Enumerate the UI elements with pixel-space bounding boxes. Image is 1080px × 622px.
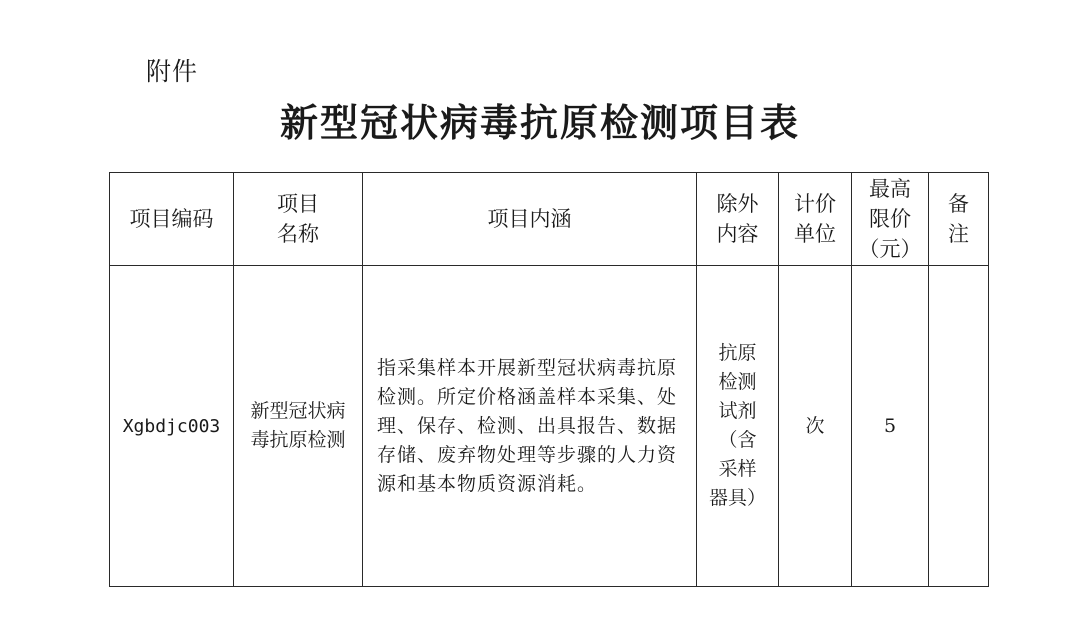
cell-name: 新型冠状病 毒抗原检测 [234,266,363,587]
header-remarks: 备 注 [929,173,989,266]
header-excluded: 除外 内容 [697,173,779,266]
cell-excluded: 抗原 检测 试剂 （含 采样 器具） [697,266,779,587]
cell-remarks [929,266,989,587]
header-name: 项目 名称 [234,173,363,266]
header-max-price: 最高 限价 （元） [852,173,929,266]
cell-max-price: 5 [852,266,929,587]
cell-unit: 次 [779,266,852,587]
project-table [109,172,989,587]
table-header-row [110,173,989,266]
header-code: 项目编码 [110,173,234,266]
table-row [110,266,989,587]
attachment-label: 附件 [146,57,199,86]
header-unit: 计价 单位 [779,173,852,266]
page-title: 新型冠状病毒抗原检测项目表 [279,101,800,145]
cell-content: 指采集样本开展新型冠状病毒抗原检测。所定价格涵盖样本采集、处理、保存、检测、出具报告、数据存储、废弃物处理等步骤的人力资源和基本物质资源消耗。 [363,266,697,587]
header-content: 项目内涵 [363,173,697,266]
cell-code: Xgbdjc003 [110,266,234,587]
